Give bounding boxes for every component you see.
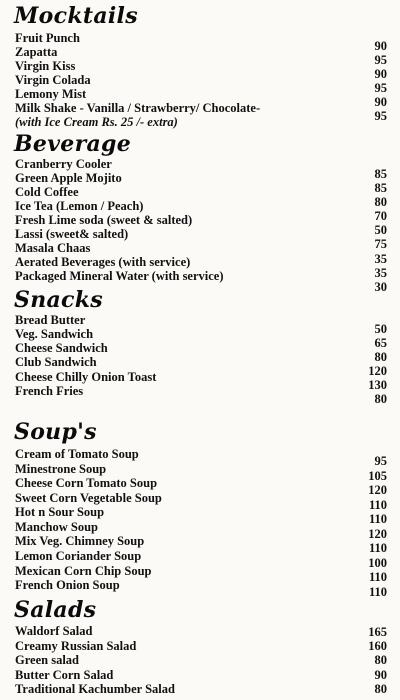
menu-item-price: 85 [374,181,387,195]
menu-item-name: Butter Corn Salad [15,668,114,682]
menu-item-name: French Fries [15,384,84,398]
menu-item-price: 95 [374,454,387,468]
menu-item-name: Packaged Mineral Water (with service) [15,269,224,283]
menu-item-name: Manchow Soup [15,520,99,534]
menu-item-name: Cranberry Cooler [15,157,112,171]
section-title-mocktails: Mocktails [14,3,138,29]
menu-item-price: 120 [368,483,387,497]
menu-item-name: Veg. Sandwich [15,327,94,341]
menu-item-price: 30 [374,280,387,294]
menu-item-price: 95 [374,81,387,95]
menu-item-price: 95 [374,109,387,123]
menu-item-price: 80 [374,392,387,406]
section-title-snacks: Snacks [14,287,103,313]
menu-item-price: 165 [368,625,387,639]
menu-item-price: 65 [374,336,387,350]
menu-item-name: Waldorf Salad [15,624,93,638]
menu-item-price: 110 [368,498,387,512]
menu-item-name: Lassi (sweet& salted) [15,227,129,241]
menu-item-name: Cheese Corn Tomato Soup [15,476,158,490]
menu-item-name: Mix Veg. Chimney Soup [15,534,145,548]
menu-item-price: 35 [374,252,387,266]
menu-item-name: Cream of Tomato Soup [15,447,139,461]
menu-item-price: 75 [374,237,387,251]
menu-item-name: Green Apple Mojito [15,171,122,185]
menu-item-price: 120 [368,364,387,378]
menu-item-price: 80 [374,682,387,696]
menu-item-name: Lemony Mist [15,87,87,101]
section-title-soups: Soup's [14,419,97,445]
menu-item-name: Lemon Coriander Soup [15,549,142,563]
menu-item-name: Masala Chaas [15,241,91,255]
section-title-salads: Salads [14,597,97,623]
menu-item-name: Cold Coffee [15,185,79,199]
menu-item-name: Ice Tea (Lemon / Peach) [15,199,144,213]
menu-item-price: 130 [368,378,387,392]
menu-item-name: Virgin Colada [15,73,91,87]
menu-item-name: Aerated Beverages (with service) [15,255,191,269]
menu-item-price: 105 [368,469,387,483]
menu-item-price: 90 [374,67,387,81]
menu-item-name: Mexican Corn Chip Soup [15,564,152,578]
menu-item-price: 110 [368,512,387,526]
menu-item-name: Virgin Kiss [15,59,76,73]
menu-item-name: Hot n Sour Soup [15,505,105,519]
menu-item-name: Cheese Sandwich [15,341,108,355]
menu-item-name: French Onion Soup [15,578,120,592]
menu-item-note: (with Ice Cream Rs. 25 /- extra) [15,115,178,129]
menu-item-price: 50 [374,322,387,336]
menu-item-name: Bread Butter [15,313,86,327]
menu-item-price: 120 [368,527,387,541]
menu-item-name: Fruit Punch [15,31,80,45]
menu-item-price: 35 [374,266,387,280]
menu-item-name: Milk Shake - Vanilla / Strawberry/ Chocolate- [15,101,261,115]
menu-item-price: 90 [374,95,387,109]
menu-item-price: 100 [368,556,387,570]
menu-item-price: 110 [368,541,387,555]
menu-item-price: 70 [374,209,387,223]
menu-item-price: 50 [374,223,387,237]
section-title-beverage: Beverage [14,131,131,157]
menu-item-price: 110 [368,585,387,599]
menu-item-price: 80 [374,195,387,209]
menu-item-name: Creamy Russian Salad [15,639,137,653]
menu-item-price: 160 [368,639,387,653]
menu-item-name: Traditional Kachumber Salad [15,682,175,696]
menu-item-name: Cheese Chilly Onion Toast [15,370,157,384]
menu-item-name: Sweet Corn Vegetable Soup [15,491,162,505]
menu-item-name: Minestrone Soup [15,462,107,476]
menu-item-name: Zapatta [15,45,58,59]
menu-item-name: Green salad [15,653,80,667]
menu-item-price: 85 [374,167,387,181]
menu-item-price: 80 [374,350,387,364]
menu-item-price: 90 [374,668,387,682]
menu-item-price: 95 [374,53,387,67]
menu-item-name: Fresh Lime soda (sweet & salted) [15,213,193,227]
menu-item-price: 80 [374,653,387,667]
menu-item-price: 90 [374,39,387,53]
menu-item-name: Club Sandwich [15,355,97,369]
menu-item-price: 110 [368,570,387,584]
